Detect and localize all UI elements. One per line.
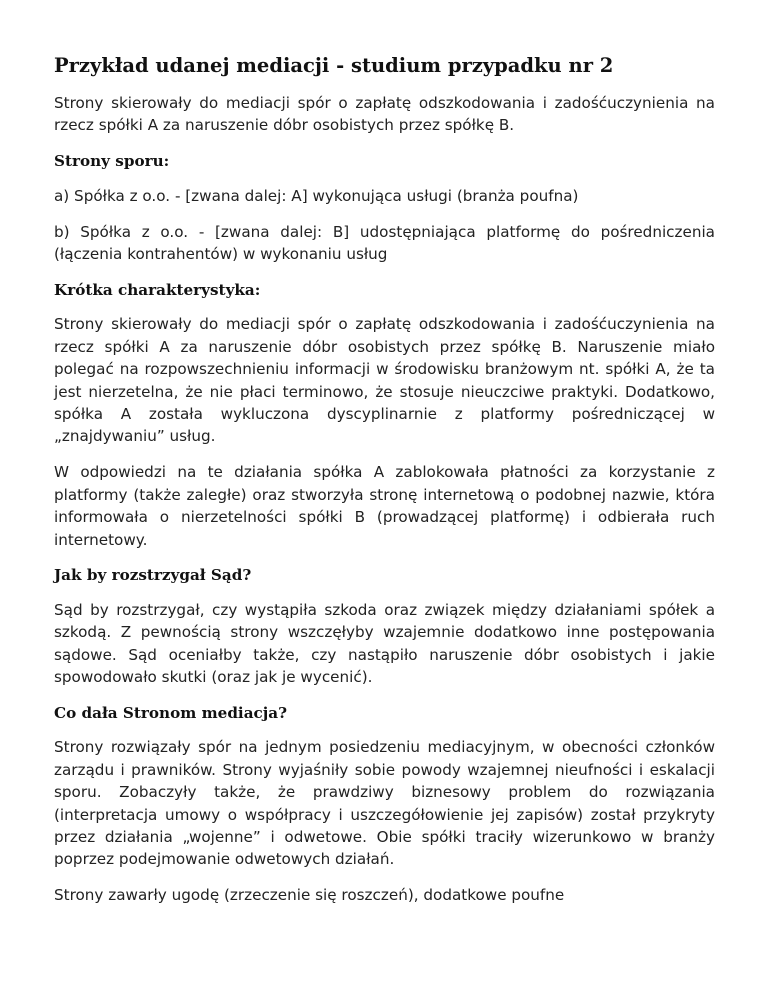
party-a: a) Spółka z o.o. - [zwana dalej: A] wykonująca usługi (branża poufna) <box>54 186 579 205</box>
summary-paragraph-2: W odpowiedzi na te działania spółka A zablokowała płatności za korzystanie z platformy (także zaległe) oraz stworzyła stronę internetową o podobnej nazwie, która informowała o nierzetelności spółki B (prowadzącej platformę) i odbierała ruch internetowy. <box>54 463 715 549</box>
mediation-paragraph-2: Strony zawarły ugodę (zrzeczenie się roszczeń), dodatkowe poufne <box>54 886 565 905</box>
mediation-heading: Co dała Stronom mediacja? <box>54 703 288 722</box>
party-b: b) Spółka z o.o. - [zwana dalej: B] udostępniająca platformę do pośredniczenia (łączenia kontrahentów) w wykonaniu usług <box>54 222 715 264</box>
intro-paragraph: Strony skierowały do mediacji spór o zapłatę odszkodowania i zadośćuczynienia na rzecz spółki A za naruszenie dóbr osobistych przez spółkę B. <box>54 94 715 135</box>
parties-heading: Strony sporu: <box>54 152 170 171</box>
summary-paragraph-1: Strony skierowały do mediacji spór o zapłatę odszkodowania i zadośćuczynienia na rzecz spółki A za naruszenie dóbr osobistych przez spółkę B. Naruszenie miało polegać na rozpowszechnieniu informacji w środowisku branżowym nt. spółki A, że ta jest nierzetelna, że nie płaci terminowo, że stosuje nieuczciwe praktyki. Dodatkowo, spółka A została wykluczona dyscyplinarnie z platformy pośredniczącej w „znajdywaniu” usług. <box>54 315 715 446</box>
document-title: Przykład udanej mediacji - studium przypadku nr 2 <box>54 54 614 77</box>
document-page <box>54 52 715 920</box>
court-heading: Jak by rozstrzygał Sąd? <box>54 566 252 585</box>
court-paragraph: Sąd by rozstrzygał, czy wystąpiła szkoda oraz związek między działaniami spółek a szkodą. Z pewnością strony wszczęłyby wzajemnie dodatkowo inne postępowania sądowe. Sąd oceniałby także, czy nastąpiło naruszenie dóbr osobistych i jakie spowodowało skutki (oraz jak je wycenić). <box>54 600 715 687</box>
mediation-paragraph-1: Strony rozwiązały spór na jednym posiedzeniu mediacyjnym, w obecności członków zarządu i prawników. Strony wyjaśniły sobie powody wzajemnej nieufności i eskalacji sporu. Zobaczyły także, że prawdziwy biznesowy problem do rozwiązania (interpretacja umowy o współpracy i uszczegółowienie jej zapisów) został przykryty przez działania „wojenne” i odwetowe. Obie spółki traciły wizerunkowo w branży poprzez podejmowanie odwetowych działań. <box>54 738 715 869</box>
summary-heading: Krótka charakterystyka: <box>54 280 261 299</box>
